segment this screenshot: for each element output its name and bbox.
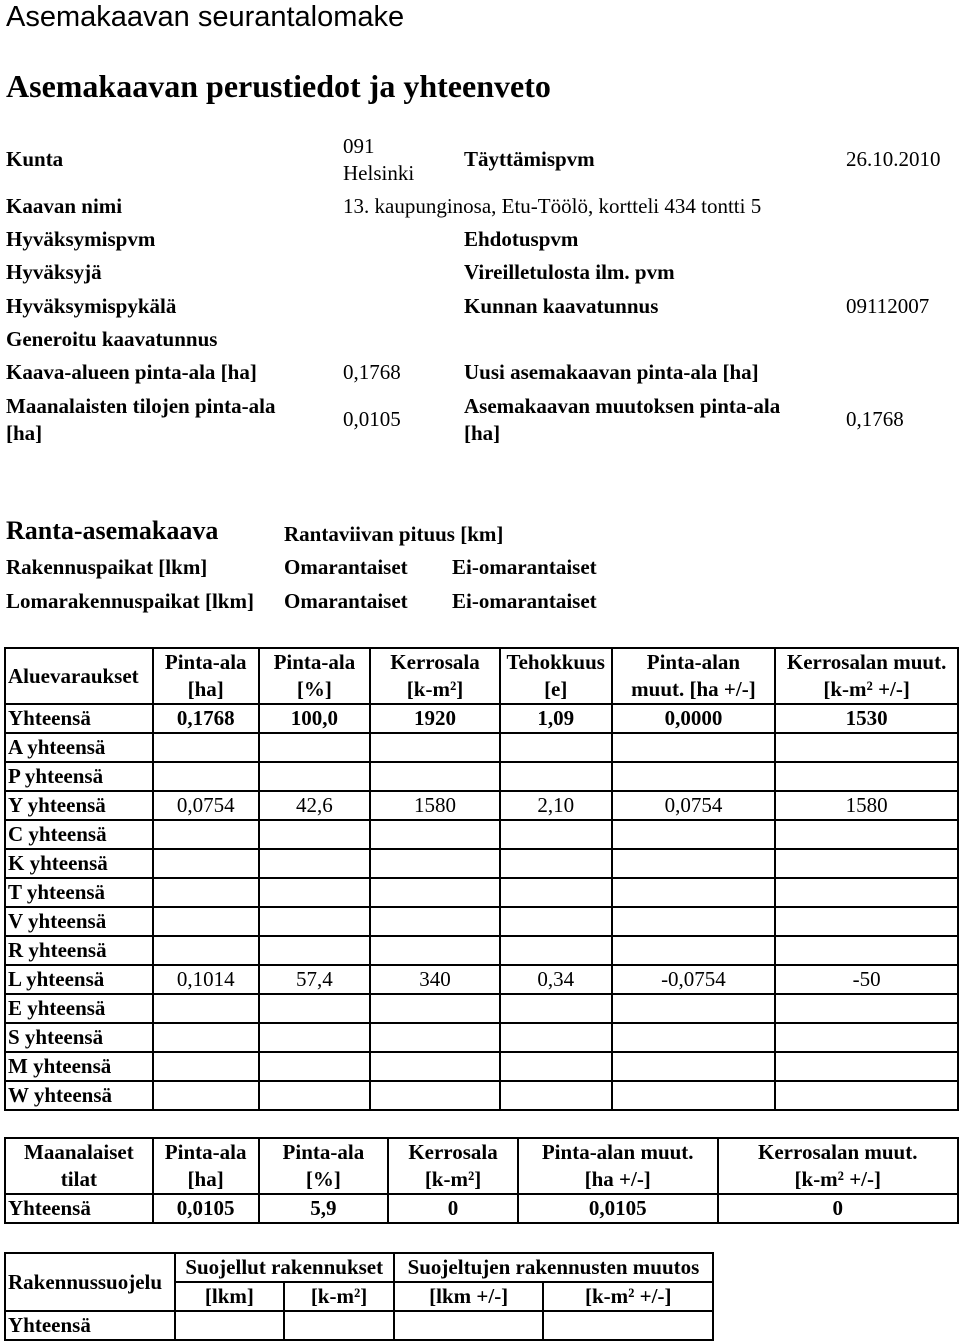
table-cell: 0,1768: [153, 704, 259, 733]
maanalaiset-header-row: [5, 1138, 958, 1194]
kunta-name: Helsinki: [343, 161, 415, 185]
table-cell: 42,6: [259, 791, 371, 820]
table-cell: [775, 907, 958, 936]
row-label: L yhteensä: [5, 965, 153, 994]
ranta-title: Ranta-asemakaava: [6, 516, 219, 545]
row-label: M yhteensä: [5, 1052, 153, 1081]
row-label: E yhteensä: [5, 994, 153, 1023]
form-title: Asemakaavan seurantalomake: [6, 1, 405, 33]
table-cell: [370, 820, 500, 849]
table-cell: [612, 878, 776, 907]
table-cell: [500, 733, 612, 762]
row-label: C yhteensä: [5, 820, 153, 849]
maanalaiset-label-line2: [ha]: [6, 421, 43, 445]
table-cell: [500, 878, 612, 907]
kunnan-kaavatunnus-label: Kunnan kaavatunnus: [464, 294, 659, 318]
table-cell: 0: [388, 1194, 518, 1223]
hyvaksyja-label: Hyväksyjä: [6, 260, 102, 284]
table-cell: [500, 1023, 612, 1052]
row-label: V yhteensä: [5, 907, 153, 936]
column-header: Kerrosala [k-m²]: [388, 1138, 518, 1194]
column-header: [lkm +/-]: [394, 1282, 544, 1311]
table-cell: [153, 878, 259, 907]
table-cell: [612, 762, 776, 791]
uusi-pinta-ala-label: Uusi asemakaavan pinta-ala [ha]: [464, 360, 759, 384]
table-cell: [612, 1081, 776, 1110]
column-header: Pinta-ala [ha]: [153, 648, 259, 704]
table-cell: [500, 907, 612, 936]
kunta-label: Kunta: [6, 147, 64, 171]
table-cell: [153, 1052, 259, 1081]
table-cell: [259, 733, 371, 762]
table-cell: [775, 820, 958, 849]
column-header: Aluevaraukset: [5, 648, 153, 704]
table-cell: [775, 1052, 958, 1081]
table-cell: [775, 1023, 958, 1052]
table-cell: [775, 994, 958, 1023]
table-cell: 2,10: [500, 791, 612, 820]
table-row: [5, 1052, 958, 1081]
muutos-value: 0,1768: [846, 407, 904, 431]
column-header: Pinta-alan muut. [ha +/-]: [612, 648, 776, 704]
table-row: [5, 1023, 958, 1052]
table-cell: [153, 820, 259, 849]
column-header: Pinta-ala [%]: [259, 648, 371, 704]
table-cell: [612, 1052, 776, 1081]
table-cell: [775, 936, 958, 965]
table-cell: [153, 1081, 259, 1110]
table-row: [5, 849, 958, 878]
table-cell: [370, 878, 500, 907]
table-cell: [259, 1023, 371, 1052]
table-cell: 100,0: [259, 704, 371, 733]
table-cell: [543, 1311, 713, 1340]
column-header: [k-m² +/-]: [543, 1282, 713, 1311]
muutos-label-line1: Asemakaavan muutoksen pinta-ala: [464, 394, 781, 418]
table-cell: [612, 936, 776, 965]
column-header: [k-m²]: [284, 1282, 394, 1311]
table-row: [5, 1194, 958, 1223]
table-cell: 0,0754: [153, 791, 259, 820]
table-cell: [775, 878, 958, 907]
table-cell: [612, 994, 776, 1023]
table-cell: [370, 1081, 500, 1110]
table-cell: [259, 820, 371, 849]
table-row: [5, 907, 958, 936]
aluevaraukset-header-row: [5, 648, 958, 704]
rantaviiva-label: Rantaviivan pituus [km]: [284, 522, 504, 546]
rakennussuojelu-header-row: [5, 1253, 713, 1282]
table-cell: [612, 820, 776, 849]
table-cell: [612, 1023, 776, 1052]
table-cell: 1580: [370, 791, 500, 820]
kaavan-nimi-label: Kaavan nimi: [6, 194, 123, 218]
table-cell: 0,0000: [612, 704, 776, 733]
row-label: K yhteensä: [5, 849, 153, 878]
table-cell: [775, 762, 958, 791]
lomarakennuspaikat-ei-omarantaiset: Ei-omarantaiset: [452, 589, 597, 613]
table-row: [5, 820, 958, 849]
rakennussuojelu-table: [4, 1252, 714, 1341]
table-cell: [175, 1311, 285, 1340]
hyvaksymispvm-label: Hyväksymispvm: [6, 227, 156, 251]
maanalaiset-value: 0,0105: [343, 407, 401, 431]
table-cell: [284, 1311, 394, 1340]
table-cell: [370, 936, 500, 965]
column-header: Pinta-ala [%]: [259, 1138, 389, 1194]
ehdotuspvm-label: Ehdotuspvm: [464, 227, 579, 251]
table-cell: [500, 1081, 612, 1110]
column-header: Kerrosalan muut. [k-m² +/-]: [775, 648, 958, 704]
table-row: [5, 878, 958, 907]
table-cell: [394, 1311, 544, 1340]
table-cell: [775, 849, 958, 878]
lomarakennuspaikat-omarantaiset: Omarantaiset: [284, 589, 408, 613]
table-cell: [500, 849, 612, 878]
table-cell: [612, 733, 776, 762]
table-cell: [153, 849, 259, 878]
table-cell: [612, 849, 776, 878]
row-label: A yhteensä: [5, 733, 153, 762]
column-header: Kerrosala [k-m²]: [370, 648, 500, 704]
table-cell: [153, 1023, 259, 1052]
kaavan-nimi-value: 13. kaupunginosa, Etu-Töölö, kortteli 434 tontti 5: [343, 194, 762, 218]
table-row: [5, 733, 958, 762]
tayttamispvm-label: Täyttämispvm: [464, 147, 595, 171]
table-cell: -50: [775, 965, 958, 994]
table-cell: [259, 1081, 371, 1110]
table-cell: [153, 936, 259, 965]
table-row: [5, 704, 958, 733]
table-cell: [370, 733, 500, 762]
table-cell: [370, 762, 500, 791]
table-cell: [153, 907, 259, 936]
table-cell: [500, 1052, 612, 1081]
kaava-alue-label: Kaava-alueen pinta-ala [ha]: [6, 360, 257, 384]
table-cell: 1,09: [500, 704, 612, 733]
table-cell: [259, 878, 371, 907]
table-cell: 57,4: [259, 965, 371, 994]
table-cell: [259, 936, 371, 965]
row-label: Yhteensä: [5, 704, 153, 733]
table-row: [5, 791, 958, 820]
lomarakennuspaikat-label: Lomarakennuspaikat [lkm]: [6, 589, 254, 613]
table-cell: 0,1014: [153, 965, 259, 994]
kunnan-kaavatunnus-value: 09112007: [846, 294, 930, 318]
tayttamispvm-value: 26.10.2010: [846, 147, 941, 171]
table-row: [5, 936, 958, 965]
table-cell: [153, 994, 259, 1023]
table-cell: [259, 1052, 371, 1081]
table-cell: 1920: [370, 704, 500, 733]
table-cell: 0,0105: [153, 1194, 259, 1223]
table-cell: [500, 820, 612, 849]
column-header: Kerrosalan muut. [k-m² +/-]: [718, 1138, 958, 1194]
column-header: Maanalaiset tilat: [5, 1138, 153, 1194]
column-header: [lkm]: [175, 1282, 285, 1311]
table-cell: 0,34: [500, 965, 612, 994]
table-cell: [775, 1081, 958, 1110]
row-label: S yhteensä: [5, 1023, 153, 1052]
table-row: [5, 1081, 958, 1110]
column-header: Pinta-ala [ha]: [153, 1138, 259, 1194]
table-row: [5, 762, 958, 791]
table-cell: [500, 936, 612, 965]
table-cell: [775, 733, 958, 762]
rakennuspaikat-omarantaiset: Omarantaiset: [284, 555, 408, 579]
row-label: Rakennussuojelu: [5, 1253, 175, 1311]
row-label: Yhteensä: [5, 1194, 153, 1223]
table-cell: [370, 1052, 500, 1081]
table-row: [5, 965, 958, 994]
hyvaksymispykala-label: Hyväksymispykälä: [6, 294, 177, 318]
maanalaiset-label-line1: Maanalaisten tilojen pinta-ala: [6, 394, 276, 418]
table-cell: [612, 907, 776, 936]
page-heading: Asemakaavan perustiedot ja yhteenveto: [6, 68, 551, 104]
table-cell: [153, 733, 259, 762]
table-cell: [370, 994, 500, 1023]
row-label: W yhteensä: [5, 1081, 153, 1110]
table-cell: [500, 762, 612, 791]
rakennuspaikat-label: Rakennuspaikat [lkm]: [6, 555, 208, 579]
table-cell: [370, 1023, 500, 1052]
generoitu-label: Generoitu kaavatunnus: [6, 327, 218, 351]
table-cell: [259, 994, 371, 1023]
row-label: T yhteensä: [5, 878, 153, 907]
row-label: P yhteensä: [5, 762, 153, 791]
muutos-label-line2: [ha]: [464, 421, 501, 445]
column-group-header: Suojellut rakennukset: [175, 1253, 394, 1282]
table-cell: -0,0754: [612, 965, 776, 994]
table-cell: [259, 907, 371, 936]
table-cell: 0: [718, 1194, 958, 1223]
table-cell: [370, 849, 500, 878]
column-group-header: Suojeltujen rakennusten muutos: [394, 1253, 713, 1282]
row-label: Yhteensä: [5, 1311, 175, 1340]
table-cell: 1530: [775, 704, 958, 733]
table-cell: 1580: [775, 791, 958, 820]
rakennuspaikat-ei-omarantaiset: Ei-omarantaiset: [452, 555, 597, 579]
vireilletulo-label: Vireilletulosta ilm. pvm: [464, 260, 675, 284]
table-cell: [153, 762, 259, 791]
row-label: Y yhteensä: [5, 791, 153, 820]
table-cell: 5,9: [259, 1194, 389, 1223]
row-label: R yhteensä: [5, 936, 153, 965]
table-cell: [370, 907, 500, 936]
column-header: Pinta-alan muut. [ha +/-]: [518, 1138, 718, 1194]
table-cell: 0,0105: [518, 1194, 718, 1223]
table-cell: [500, 994, 612, 1023]
table-row: [5, 1311, 713, 1340]
kaava-alue-value: 0,1768: [343, 360, 401, 384]
table-row: [5, 994, 958, 1023]
aluevaraukset-table: [4, 647, 959, 1111]
table-cell: [259, 849, 371, 878]
maanalaiset-tilat-table: [4, 1137, 959, 1224]
table-cell: [259, 762, 371, 791]
table-cell: 340: [370, 965, 500, 994]
table-cell: 0,0754: [612, 791, 776, 820]
column-header: Tehokkuus [e]: [500, 648, 612, 704]
kunta-code: 091: [343, 134, 375, 158]
